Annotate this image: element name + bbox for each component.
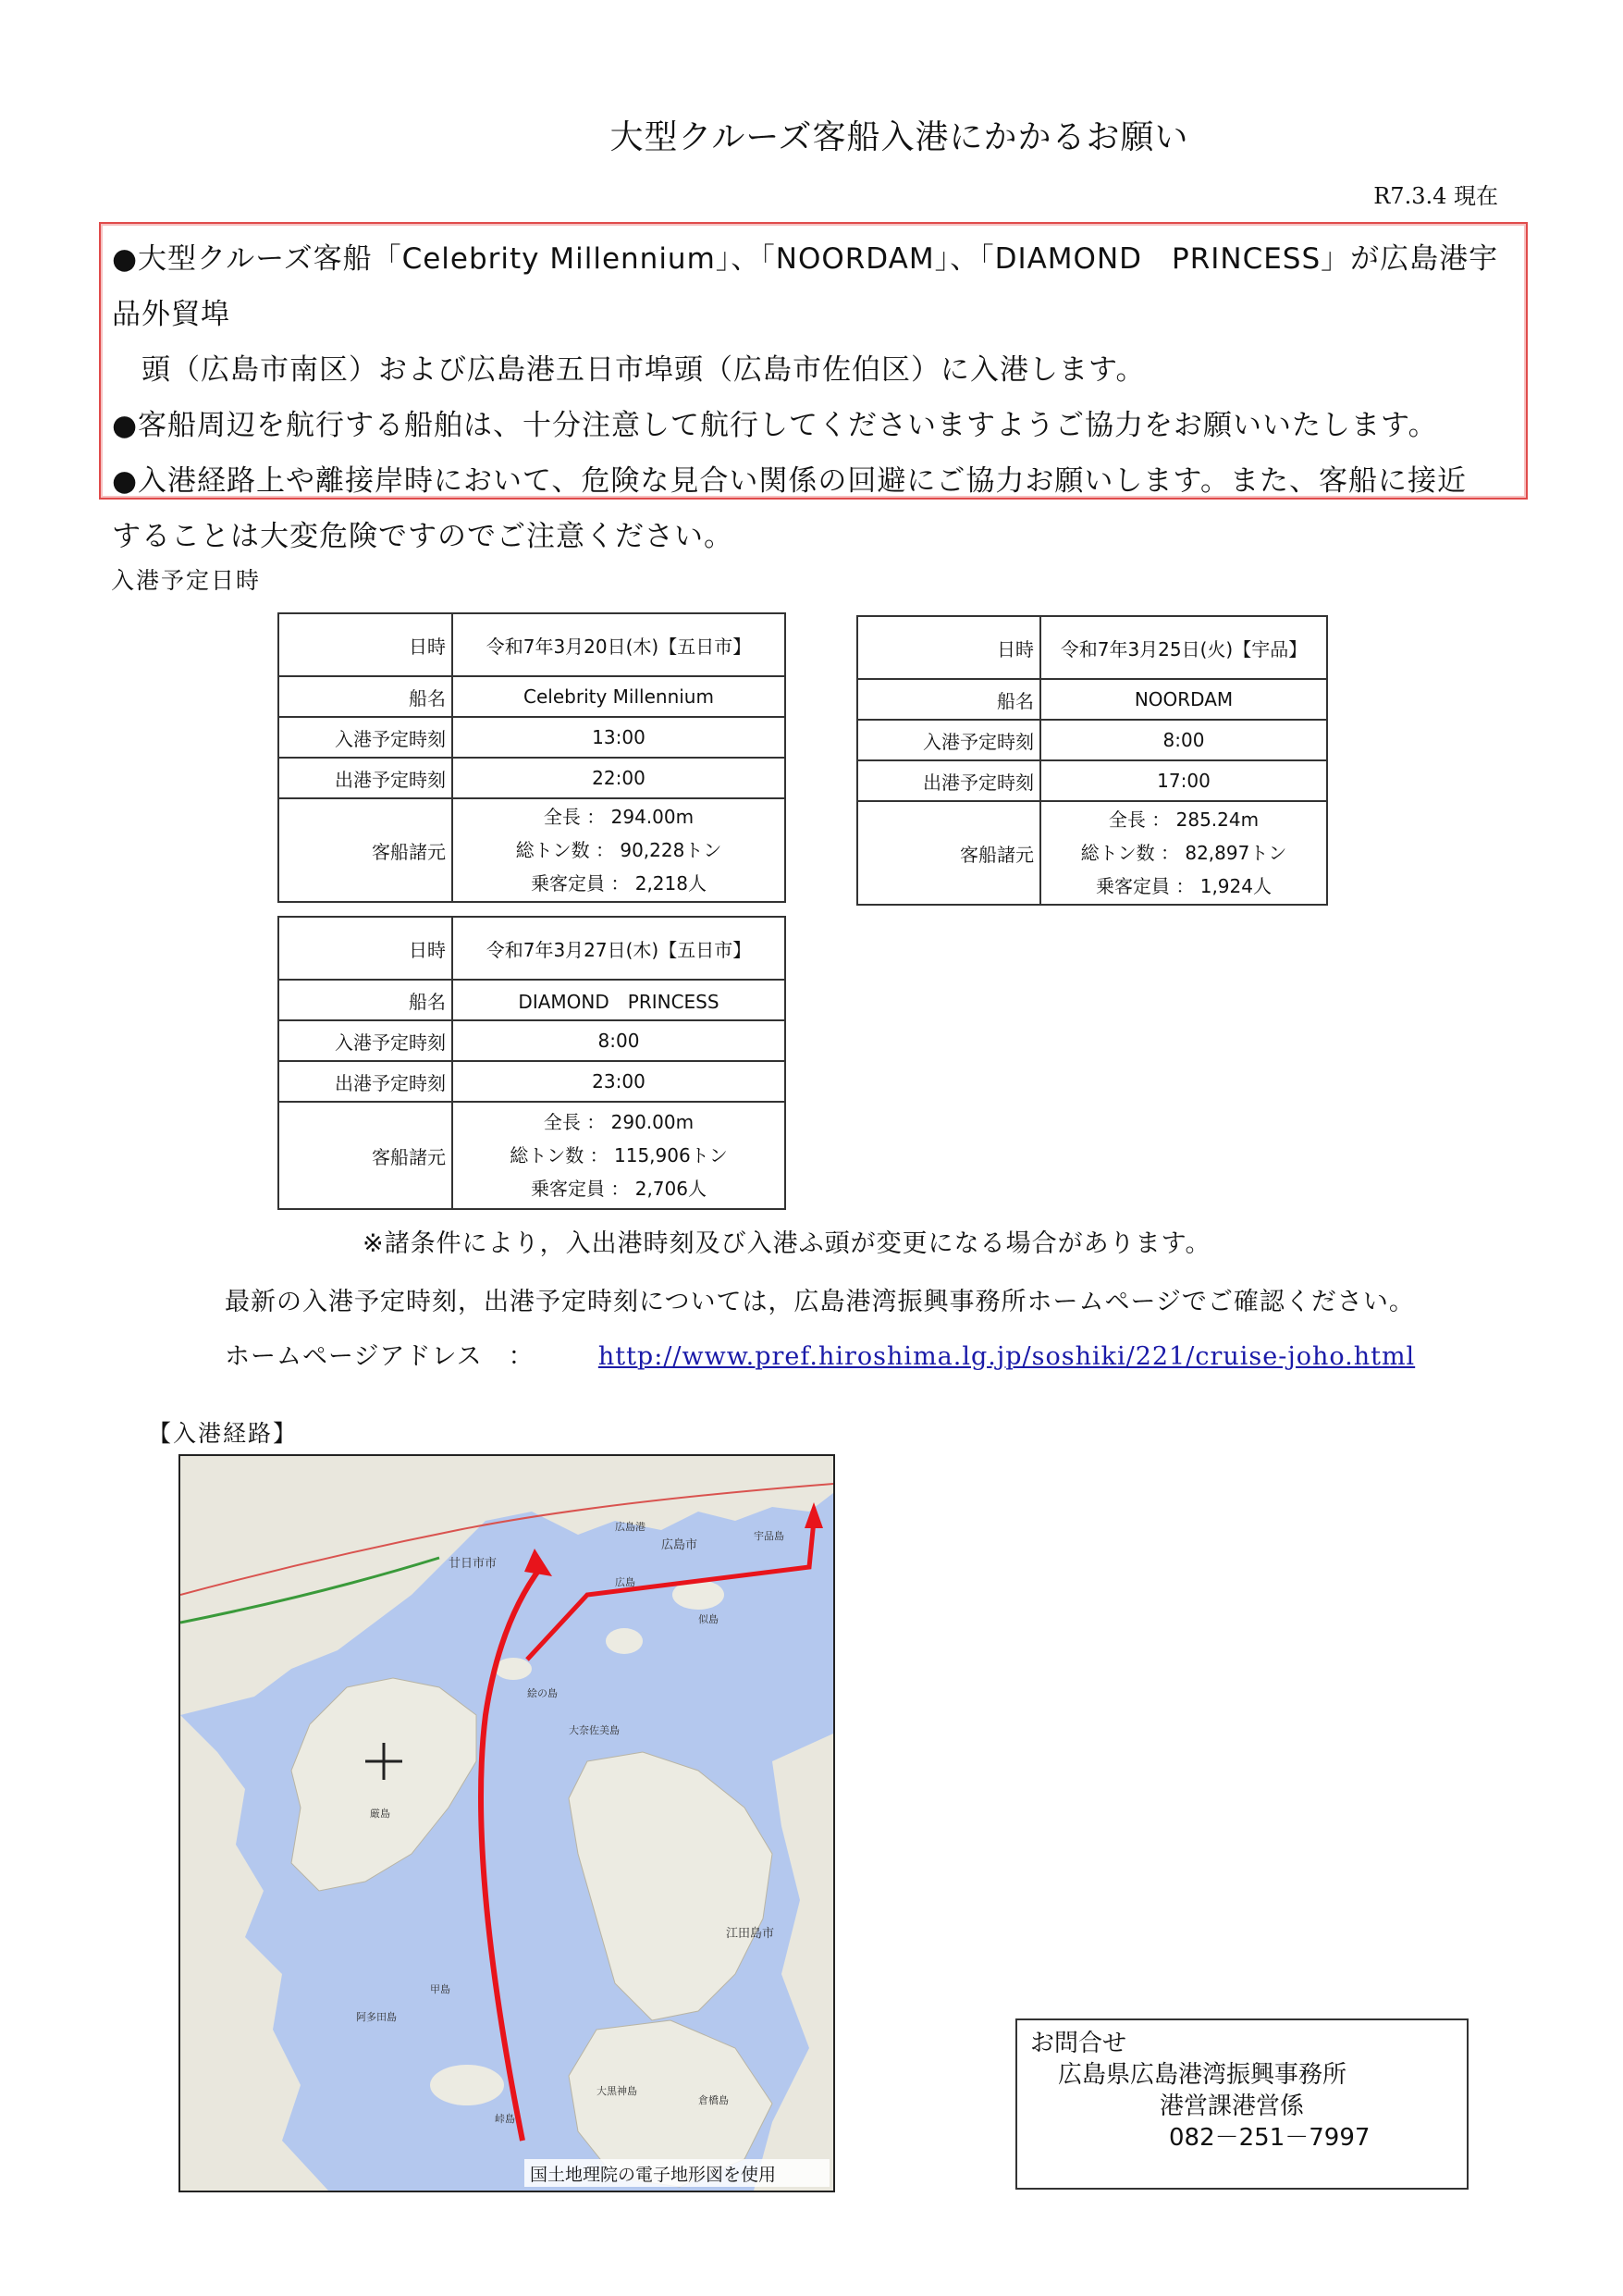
ship-length: 全長 ： 290.00m bbox=[543, 1111, 695, 1133]
map-label: 峠島 bbox=[495, 2113, 515, 2125]
notice-line: ●客船周辺を航行する船舶は、十分注意して航行してくださいますようご協力をお願いいたします。 bbox=[112, 409, 1438, 442]
homepage-link[interactable]: http://www.pref.hiroshima.lg.jp/soshiki/221/cruise-joho.html bbox=[597, 1342, 1416, 1371]
map-label: 大黒神島 bbox=[596, 2085, 637, 2097]
ship-name: Celebrity Millennium bbox=[452, 676, 785, 717]
map-label: 広島 bbox=[615, 1576, 635, 1588]
map-label: 広島市 bbox=[661, 1538, 698, 1552]
ship-specs bbox=[452, 798, 785, 902]
ship-tonnage: 総トン数 ： 115,906トン bbox=[510, 1144, 728, 1167]
notice-line: ●入港経路上や離接岸時において、危険な見合い関係の回避にご協力お願いします。また、客船に接近 bbox=[112, 464, 1467, 498]
ship-length: 全長 ： 294.00m bbox=[543, 806, 695, 828]
contact-org: 広島県広島港湾振興事務所 bbox=[1058, 2061, 1347, 2089]
notice-line: 頭（広島市南区）および広島港五日市埠頭（広島市佐伯区）に入港します。 bbox=[141, 353, 1146, 387]
island-small bbox=[495, 1658, 532, 1680]
key-ship: 船名 bbox=[278, 676, 452, 717]
map-credit: 国土地理院の電子地形図を使用 bbox=[530, 2165, 777, 2185]
ship-name: NOORDAM bbox=[1040, 679, 1327, 720]
schedule-label: 入港予定日時 bbox=[111, 567, 262, 594]
schedule-table-1 bbox=[277, 612, 786, 903]
contact-section: 港営課港営係 bbox=[1160, 2092, 1305, 2120]
key-depart: 出港予定時刻 bbox=[278, 1061, 452, 1102]
key-arrive: 入港予定時刻 bbox=[278, 1020, 452, 1061]
map-label: 絵の島 bbox=[527, 1687, 558, 1699]
contact-box bbox=[1015, 2018, 1469, 2190]
key-ship: 船名 bbox=[857, 679, 1040, 720]
ship-specs bbox=[1040, 801, 1327, 905]
notice-box bbox=[99, 222, 1528, 553]
map-label: 倉橋島 bbox=[698, 2094, 729, 2106]
map-label: 甲島 bbox=[430, 1983, 450, 1995]
map-label: 宇品島 bbox=[754, 1530, 784, 1542]
schedule-table-3 bbox=[277, 916, 786, 1210]
map-label: 大奈佐美島 bbox=[569, 1724, 620, 1736]
key-specs: 客船諸元 bbox=[278, 1102, 452, 1209]
ship-date: 令和7年3月20日(木)【五日市】 bbox=[452, 613, 785, 676]
ship-tonnage: 総トン数 ： 82,897トン bbox=[1080, 842, 1287, 864]
key-arrive: 入港予定時刻 bbox=[278, 717, 452, 758]
map-label: 阿多田島 bbox=[356, 2011, 397, 2023]
ship-arrive: 8:00 bbox=[452, 1020, 785, 1061]
latest-note: 最新の入港予定時刻，出港予定時刻については，広島港湾振興事務所ホームページでご確認ください。 bbox=[225, 1288, 1415, 1316]
as-of-date: R7.3.4 現在 bbox=[1373, 183, 1498, 209]
ship-capacity: 乗客定員 ： 1,924人 bbox=[1096, 875, 1272, 897]
ship-length: 全長 ： 285.24m bbox=[1108, 809, 1260, 831]
key-specs: 客船諸元 bbox=[278, 798, 452, 902]
notice-line: ●大型クルーズ客船「Celebrity Millennium」、「NOORDAM」、「DIAMOND PRINCESS」が広島港宇品外貿埠 bbox=[112, 242, 1499, 331]
ship-arrive: 8:00 bbox=[1040, 720, 1327, 760]
key-date: 日時 bbox=[857, 616, 1040, 679]
island-small bbox=[430, 2065, 504, 2105]
ship-specs bbox=[452, 1102, 785, 1209]
key-ship: 船名 bbox=[278, 980, 452, 1020]
map-label: 広島港 bbox=[615, 1521, 646, 1533]
page-title: 大型クルーズ客船入港にかかるお願い bbox=[609, 118, 1189, 156]
ship-capacity: 乗客定員 ： 2,218人 bbox=[531, 872, 707, 895]
caution-note: ※諸条件により，入出港時刻及び入港ふ頭が変更になる場合があります。 bbox=[363, 1229, 1211, 1258]
ship-capacity: 乗客定員 ： 2,706人 bbox=[531, 1178, 707, 1200]
contact-heading: お問合せ bbox=[1030, 2030, 1127, 2057]
notice-line: することは大変危険ですのでご注意ください。 bbox=[112, 520, 733, 553]
ship-tonnage: 総トン数 ： 90,228トン bbox=[515, 839, 722, 861]
ship-date: 令和7年3月25日(火)【宇品】 bbox=[1040, 616, 1327, 679]
ship-arrive: 13:00 bbox=[452, 717, 785, 758]
map-label: 似島 bbox=[698, 1613, 719, 1625]
schedule-table-2 bbox=[856, 615, 1328, 906]
key-date: 日時 bbox=[278, 613, 452, 676]
ship-depart: 23:00 bbox=[452, 1061, 785, 1102]
key-specs: 客船諸元 bbox=[857, 801, 1040, 905]
map-label: 廿日市市 bbox=[449, 1557, 498, 1571]
map-label: 厳島 bbox=[370, 1808, 390, 1820]
ship-depart: 22:00 bbox=[452, 758, 785, 798]
homepage-label: ホームページアドレス ： bbox=[225, 1342, 535, 1371]
ship-date: 令和7年3月27日(木)【五日市】 bbox=[452, 917, 785, 980]
contact-tel: 082－251－7997 bbox=[1169, 2124, 1371, 2152]
route-label: 【入港経路】 bbox=[148, 1420, 299, 1447]
key-date: 日時 bbox=[278, 917, 452, 980]
ship-depart: 17:00 bbox=[1040, 760, 1327, 801]
ship-name: DIAMOND PRINCESS bbox=[452, 980, 785, 1020]
map-label: 江田島市 bbox=[726, 1927, 775, 1941]
key-arrive: 入港予定時刻 bbox=[857, 720, 1040, 760]
island-small bbox=[606, 1628, 643, 1654]
route-map bbox=[178, 1454, 835, 2192]
map-graphic bbox=[180, 1456, 833, 2191]
key-depart: 出港予定時刻 bbox=[278, 758, 452, 798]
key-depart: 出港予定時刻 bbox=[857, 760, 1040, 801]
homepage-line bbox=[225, 1336, 1415, 1372]
